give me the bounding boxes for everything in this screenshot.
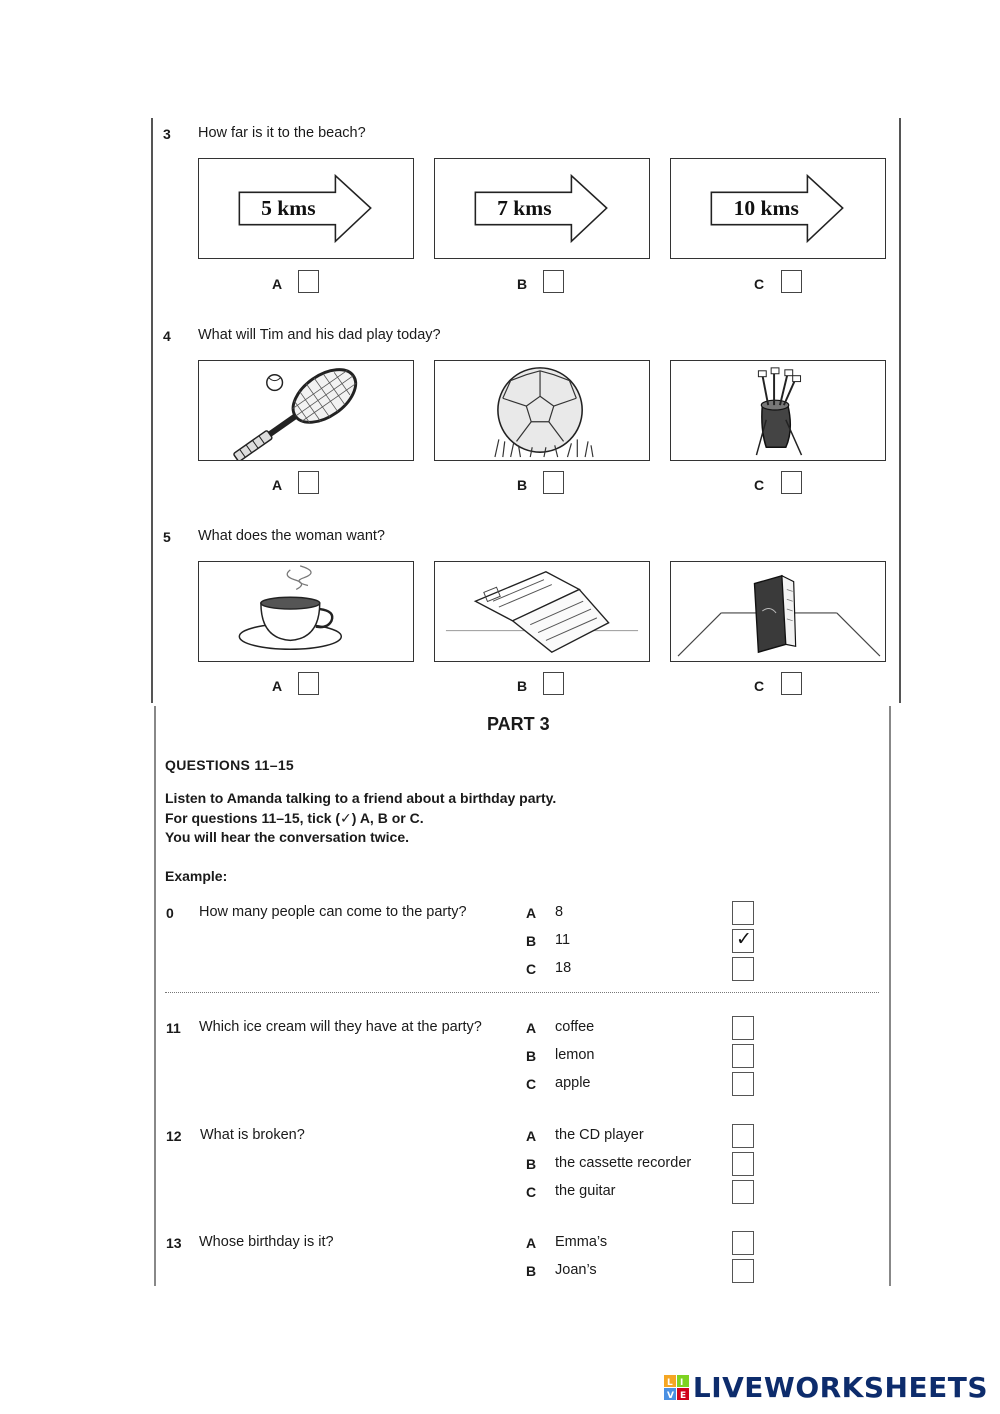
option-letter: C — [526, 1076, 537, 1092]
picture-option-4c — [670, 360, 886, 461]
sign-label: 7 kms — [497, 195, 552, 220]
example-label: Example: — [165, 868, 228, 884]
picture-option-5b — [434, 561, 650, 662]
ticket-icon — [435, 562, 649, 661]
liveworksheets-logo — [664, 1371, 988, 1404]
liveworksheets-wordmark: LIVEWORKSHEETS — [692, 1371, 988, 1404]
instructions — [165, 789, 556, 848]
answer-box-5b[interactable] — [543, 672, 564, 695]
option-letter: B — [517, 276, 528, 292]
sign-label: 10 kms — [733, 195, 799, 220]
picture-option-3c — [670, 158, 886, 259]
picture-option-3b — [434, 158, 650, 259]
instruction-line: You will hear the conversation twice. — [165, 829, 410, 845]
option-text: Emma’s — [555, 1234, 608, 1250]
picture-option-5c — [670, 561, 886, 662]
badge-letter: E — [679, 1390, 687, 1401]
option-text: the CD player — [555, 1127, 644, 1143]
question-number: 11 — [166, 1020, 181, 1036]
answer-box-12b[interactable] — [732, 1152, 754, 1176]
question-text: How far is it to the beach? — [198, 125, 366, 141]
questions-heading: QUESTIONS 11–15 — [165, 757, 295, 773]
answer-box-5a[interactable] — [298, 672, 319, 695]
answer-box-4b[interactable] — [543, 471, 564, 494]
answer-box-3a[interactable] — [298, 270, 319, 293]
picture-option-4b — [434, 360, 650, 461]
answer-box-13b[interactable] — [732, 1259, 754, 1283]
option-text: 11 — [555, 932, 571, 948]
question-number: 13 — [166, 1235, 182, 1251]
page-edge-left-upper — [151, 118, 153, 703]
badge-letter: V — [666, 1390, 674, 1401]
question-text: What does the woman want? — [198, 528, 385, 544]
option-letter: C — [754, 678, 765, 694]
option-text: the guitar — [555, 1183, 616, 1199]
option-text: lemon — [555, 1047, 595, 1063]
picture-option-4a — [198, 360, 414, 461]
coffee-cup-icon — [199, 562, 413, 661]
option-letter: A — [526, 1235, 537, 1251]
option-letter: A — [526, 1128, 537, 1144]
answer-box-11c[interactable] — [732, 1072, 754, 1096]
option-letter: C — [526, 1184, 537, 1200]
question-number: 12 — [166, 1128, 182, 1144]
page-edge-left-lower — [154, 706, 156, 1286]
part-title: PART 3 — [487, 714, 550, 734]
option-text: coffee — [555, 1019, 595, 1035]
picture-option-3a — [198, 158, 414, 259]
answer-box-12a[interactable] — [732, 1124, 754, 1148]
option-letter: A — [272, 678, 283, 694]
arrow-sign-icon — [671, 159, 885, 258]
check-mark-icon: ✓ — [736, 928, 752, 950]
option-letter: A — [526, 1020, 537, 1036]
liveworksheets-badge-icon — [664, 1375, 690, 1401]
menu-icon — [671, 562, 885, 661]
question-text: What will Tim and his dad play today? — [198, 327, 441, 343]
answer-box-0b[interactable] — [732, 929, 754, 953]
arrow-sign-icon — [435, 159, 649, 258]
option-letter: B — [517, 477, 528, 493]
option-text: 8 — [555, 904, 564, 920]
answer-box-0c[interactable] — [732, 957, 754, 981]
option-letter: A — [272, 477, 283, 493]
option-letter: B — [526, 1156, 537, 1172]
question-text: Which ice cream will they have at the party? — [199, 1019, 482, 1035]
answer-box-3b[interactable] — [543, 270, 564, 293]
option-letter: C — [754, 477, 765, 493]
answer-box-4a[interactable] — [298, 471, 319, 494]
option-letter: B — [517, 678, 528, 694]
option-text: apple — [555, 1075, 591, 1091]
example-divider — [165, 992, 879, 993]
option-text: Joan’s — [555, 1262, 597, 1278]
golf-bag-icon — [671, 361, 885, 460]
option-text: the cassette recorder — [555, 1155, 692, 1171]
option-letter: B — [526, 1263, 537, 1279]
option-letter: A — [272, 276, 283, 292]
answer-box-5c[interactable] — [781, 672, 802, 695]
question-number: 0 — [166, 905, 174, 921]
question-text: How many people can come to the party? — [199, 904, 467, 920]
instruction-line: Listen to Amanda talking to a friend about a birthday party. — [165, 790, 557, 806]
badge-letter: I — [679, 1377, 684, 1388]
answer-box-13a[interactable] — [732, 1231, 754, 1255]
answer-box-11b[interactable] — [732, 1044, 754, 1068]
option-letter: B — [526, 933, 537, 949]
question-text: Whose birthday is it? — [199, 1234, 334, 1250]
question-number: 3 — [163, 126, 171, 142]
page-edge-right-lower — [889, 706, 891, 1286]
question-text: What is broken? — [200, 1127, 305, 1143]
answer-box-4c[interactable] — [781, 471, 802, 494]
answer-box-11a[interactable] — [732, 1016, 754, 1040]
question-number: 5 — [163, 529, 171, 545]
option-letter: B — [526, 1048, 537, 1064]
option-letter: C — [526, 961, 537, 977]
answer-box-3c[interactable] — [781, 270, 802, 293]
answer-box-0a[interactable] — [732, 901, 754, 925]
sign-label: 5 kms — [261, 195, 316, 220]
arrow-sign-icon — [199, 159, 413, 258]
instruction-line: For questions 11–15, tick (✓) A, B or C. — [165, 809, 424, 826]
option-letter: C — [754, 276, 765, 292]
answer-box-12c[interactable] — [732, 1180, 754, 1204]
option-text: 18 — [555, 960, 572, 976]
badge-letter: L — [666, 1377, 673, 1388]
tennis-racket-icon — [199, 361, 413, 460]
picture-option-5a — [198, 561, 414, 662]
option-letter: A — [526, 905, 537, 921]
football-icon — [435, 361, 649, 460]
question-number: 4 — [163, 328, 171, 344]
page-edge-right-upper — [899, 118, 901, 703]
